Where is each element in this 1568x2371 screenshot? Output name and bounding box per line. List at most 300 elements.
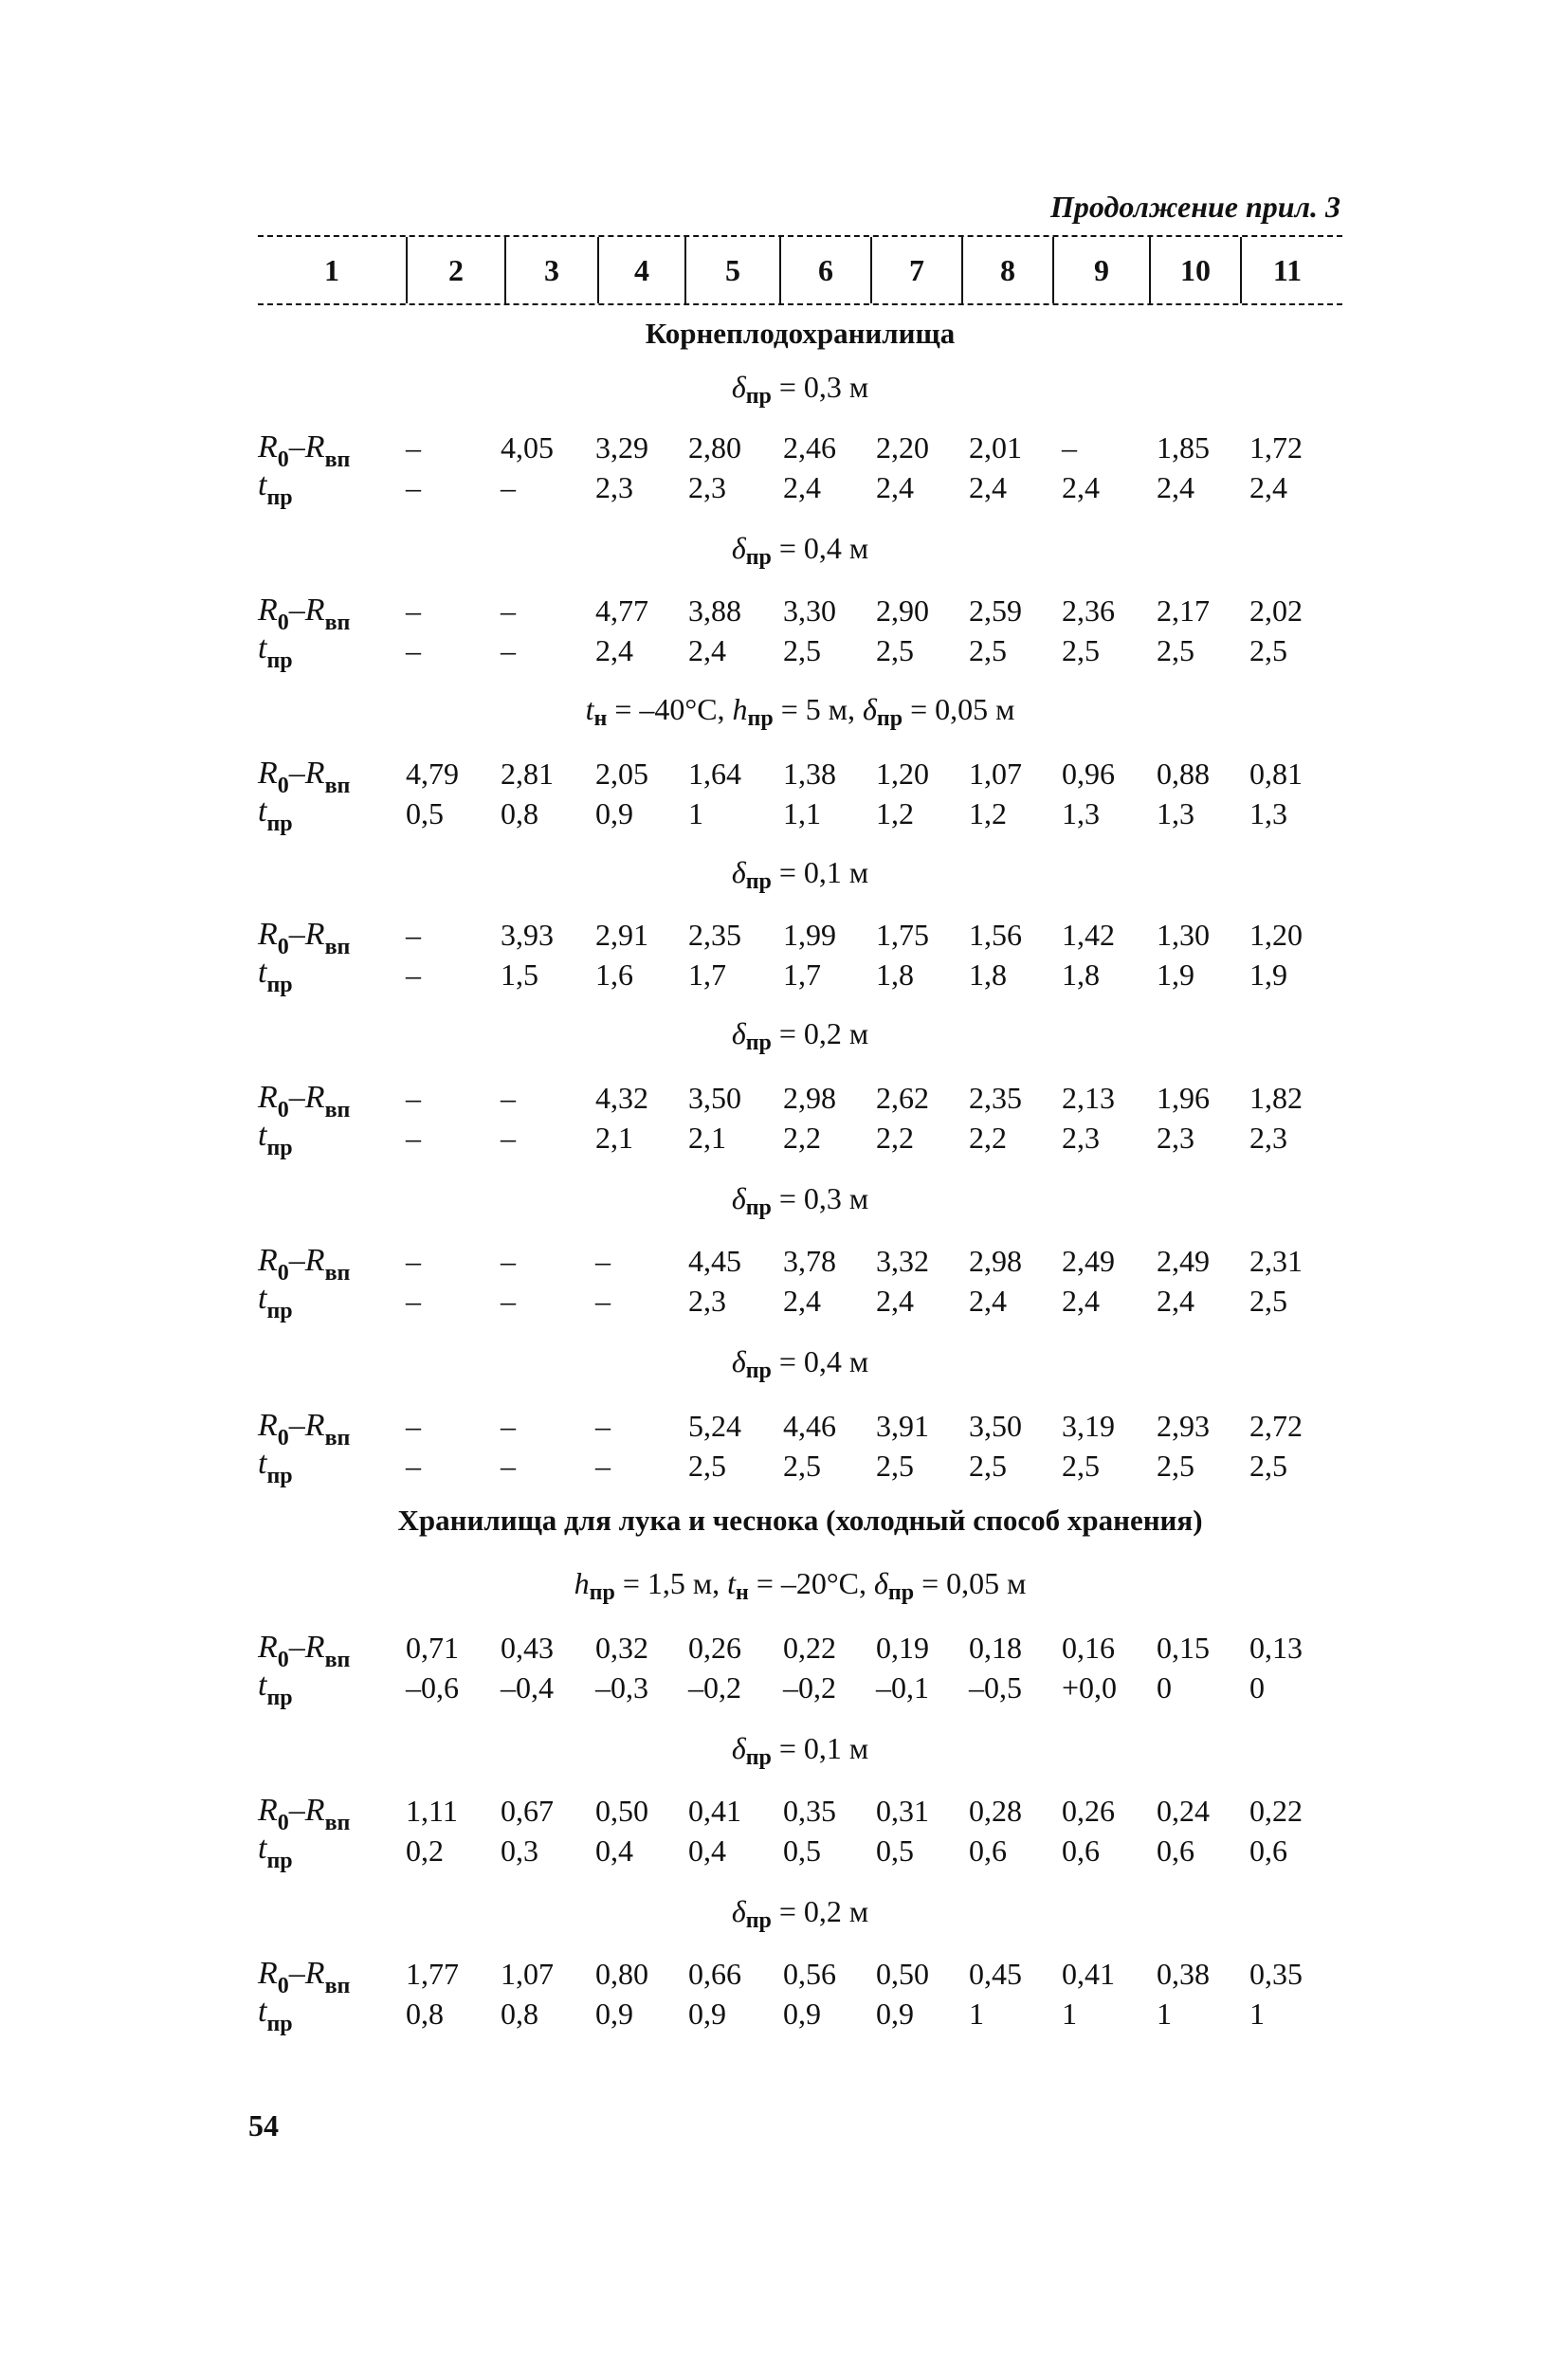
table-cell: – (1062, 430, 1077, 465)
table-cell: 1,20 (876, 757, 929, 791)
table-cell: 3,32 (876, 1244, 929, 1278)
table-cell: 2,4 (969, 1284, 1007, 1318)
table-cell: 2,98 (969, 1244, 1022, 1278)
variable-symbol: t (585, 692, 594, 726)
table-cell: 2,35 (688, 918, 741, 952)
subscript: вп (324, 1648, 351, 1672)
table-cell: 2,4 (783, 1284, 821, 1318)
table-cell: 2,3 (688, 470, 726, 504)
table-cell: 1 (1249, 1997, 1265, 2031)
subscript: пр (266, 1464, 293, 1488)
table-cell: 0,35 (783, 1794, 836, 1828)
row-label-tpr (258, 1445, 293, 1486)
table-header (258, 235, 1342, 305)
table-cell: 2,81 (501, 757, 554, 791)
table-cell: – (501, 633, 516, 667)
dash-symbol: – (288, 756, 305, 791)
table-cell: 2,20 (876, 430, 929, 465)
table-cell: 0,32 (595, 1631, 648, 1665)
table-cell: 1,85 (1157, 430, 1210, 465)
variable-symbol: t (258, 1118, 267, 1153)
subscript: пр (266, 1136, 293, 1160)
subscript: н (593, 706, 608, 731)
variable-symbol: R (304, 1080, 325, 1115)
row-label-tpr (258, 466, 293, 510)
table-cell: –0,3 (595, 1670, 648, 1705)
variable-symbol: R (304, 1793, 325, 1828)
table-cell: –0,1 (876, 1670, 929, 1705)
table-cell: – (406, 1081, 421, 1115)
table-cell: 1,1 (783, 796, 821, 830)
variable-symbol: R (258, 429, 278, 465)
table-cell: 0,88 (1157, 757, 1210, 791)
table-cell: 2,35 (969, 1081, 1022, 1115)
table-cell: 1 (688, 796, 703, 830)
subscript: пр (876, 706, 903, 731)
subscript: 0 (277, 1648, 289, 1672)
table-cell: 1,9 (1249, 958, 1287, 992)
table-cell: 2,4 (876, 1284, 914, 1318)
table-cell: 2,4 (688, 633, 726, 667)
condition-value: = 0,2 м (771, 1894, 869, 1928)
subscript: 0 (277, 1811, 289, 1835)
dash-symbol: – (288, 593, 305, 628)
row-label-r0-rvp (258, 1242, 351, 1286)
table-cell: 2,62 (876, 1081, 929, 1115)
table-cell: 2,3 (1249, 1121, 1287, 1155)
table-cell: 3,29 (595, 430, 648, 465)
table-cell: 2,4 (783, 470, 821, 504)
condition-value: = 0,3 м (771, 370, 869, 404)
table-cell: 3,91 (876, 1409, 929, 1443)
table-cell: 1,07 (969, 757, 1022, 791)
variable-symbol: R (258, 1956, 278, 1991)
row-label-tpr (258, 793, 293, 836)
table-cell: 0 (1157, 1670, 1172, 1705)
table-cell: 2,5 (783, 1449, 821, 1483)
subscript: пр (745, 384, 772, 409)
table-cell: 2,2 (876, 1121, 914, 1155)
table-cell: – (406, 958, 421, 992)
table-cell: 0,43 (501, 1631, 554, 1665)
table-cell: 0,41 (688, 1794, 741, 1828)
table-cell: – (406, 1244, 421, 1278)
variable-symbol: t (258, 793, 267, 829)
table-cell: 2,3 (688, 1284, 726, 1318)
row-label-tpr (258, 1280, 293, 1321)
condition-line (258, 531, 1342, 570)
subscript: н (736, 1580, 749, 1605)
row-label-r0-rvp (258, 1079, 350, 1120)
table-cell: 2,4 (876, 470, 914, 504)
condition-line (258, 1894, 1342, 1933)
subscript: пр (745, 1359, 772, 1383)
row-label-tpr (258, 1117, 293, 1158)
table-cell: 2,1 (688, 1121, 726, 1155)
header-cell-8: 8 (961, 237, 1052, 303)
dash-symbol: – (288, 429, 305, 465)
table-cell: 0,4 (595, 1833, 633, 1868)
variable-symbol: R (304, 1243, 325, 1278)
table-cell: 2,91 (595, 918, 648, 952)
subscript: 0 (277, 1974, 289, 1998)
table-cell: 2,5 (1157, 1449, 1194, 1483)
header-cell-4: 4 (597, 237, 684, 303)
table-cell: 0,50 (876, 1957, 929, 1991)
table-cell: 0,9 (595, 796, 633, 830)
row-label-tpr (258, 629, 293, 673)
dash-symbol: – (288, 1243, 305, 1278)
table-cell: 2,72 (1249, 1409, 1303, 1443)
variable-symbol: t (258, 1994, 267, 2029)
table-cell: 0,13 (1249, 1631, 1303, 1665)
table-cell: 0,80 (595, 1957, 648, 1991)
table-cell: 4,45 (688, 1244, 741, 1278)
table-cell: 0,9 (595, 1997, 633, 2031)
table-cell: 2,05 (595, 757, 648, 791)
table-cell: 0,56 (783, 1957, 836, 1991)
table-cell: 1,42 (1062, 918, 1115, 952)
table-cell: 0,8 (406, 1997, 444, 2031)
table-cell: 2,36 (1062, 593, 1115, 628)
row-label-r0-rvp (258, 755, 351, 798)
table-cell: 1,7 (783, 958, 821, 992)
table-cell: – (595, 1244, 611, 1278)
variable-symbol: t (727, 1566, 736, 1600)
table-cell: 3,78 (783, 1244, 836, 1278)
variable-symbol: R (304, 917, 325, 952)
dash-symbol: – (288, 1793, 305, 1828)
dash-symbol: – (288, 917, 305, 952)
variable-symbol: R (304, 593, 325, 628)
variable-symbol: R (258, 1080, 278, 1115)
table-cell: 0,96 (1062, 757, 1115, 791)
table-cell: 1,8 (1062, 958, 1100, 992)
table-cell: 0,26 (688, 1631, 741, 1665)
table-cell: 2,5 (1157, 633, 1194, 667)
table-cell: 1,2 (969, 796, 1007, 830)
variable-symbol: R (258, 1630, 278, 1665)
table-cell: – (406, 470, 421, 504)
table-cell: – (501, 1284, 516, 1318)
table-cell: – (595, 1409, 611, 1443)
table-cell: – (501, 1409, 516, 1443)
table-cell: 1,8 (969, 958, 1007, 992)
row-label-r0-rvp (258, 1629, 351, 1672)
condition-value: = 0,1 м (771, 855, 869, 889)
table-cell: 4,79 (406, 757, 459, 791)
condition-line (258, 1344, 1342, 1383)
header-cell-6: 6 (779, 237, 870, 303)
subscript: пр (266, 1299, 293, 1323)
table-cell: 0,26 (1062, 1794, 1115, 1828)
subscript: 0 (277, 1261, 289, 1286)
table-cell: 2,49 (1062, 1244, 1115, 1278)
variable-symbol: R (304, 1408, 325, 1443)
condition-line (258, 692, 1342, 731)
header-cell-2: 2 (406, 237, 504, 303)
table-cell: 1 (1062, 1997, 1077, 2031)
table-cell: – (501, 1121, 516, 1155)
condition-line (258, 1016, 1342, 1055)
table-cell: 0,6 (969, 1833, 1007, 1868)
table-cell: 2,4 (595, 633, 633, 667)
table-cell: 0,18 (969, 1631, 1022, 1665)
subscript: пр (745, 869, 772, 894)
condition-line (258, 1731, 1342, 1770)
table-cell: 2,01 (969, 430, 1022, 465)
table-cell: 3,19 (1062, 1409, 1115, 1443)
table-cell: 2,5 (1062, 1449, 1100, 1483)
subscript: вп (324, 935, 351, 959)
subscript: пр (266, 648, 293, 673)
table-cell: 2,31 (1249, 1244, 1303, 1278)
row-label-r0-rvp (258, 1792, 350, 1833)
table-cell: 1,5 (501, 958, 538, 992)
table-cell: 1 (1157, 1997, 1172, 2031)
table-cell: 0,38 (1157, 1957, 1210, 1991)
table-cell: 4,32 (595, 1081, 648, 1115)
table-cell: 3,30 (783, 593, 836, 628)
table-cell: – (595, 1284, 611, 1318)
table-cell: – (406, 1284, 421, 1318)
table-cell: +0,0 (1062, 1670, 1118, 1705)
table-cell: – (595, 1449, 611, 1483)
table-cell: 0,15 (1157, 1631, 1210, 1665)
table-cell: 2,90 (876, 593, 929, 628)
variable-symbol: δ (731, 1344, 746, 1378)
table-cell: 1,3 (1062, 796, 1100, 830)
table-cell: 1,77 (406, 1957, 459, 1991)
dash-symbol: – (288, 1408, 305, 1443)
variable-symbol: t (258, 467, 267, 502)
table-cell: 0,16 (1062, 1631, 1115, 1665)
subscript: пр (589, 1580, 615, 1605)
table-cell: 3,50 (688, 1081, 741, 1115)
table-cell: 0,9 (783, 1997, 821, 2031)
table-cell: 1,8 (876, 958, 914, 992)
table-cell: 0,66 (688, 1957, 741, 1991)
table-cell: 0,5 (783, 1833, 821, 1868)
row-label-r0-rvp (258, 1407, 350, 1448)
subscript: 0 (277, 611, 289, 635)
variable-symbol: δ (731, 1731, 746, 1765)
table-cell: 1,2 (876, 796, 914, 830)
condition-value: = 0,05 м (914, 1566, 1027, 1600)
variable-symbol: R (258, 1793, 278, 1828)
table-cell: 2,5 (969, 1449, 1007, 1483)
table-cell: –0,4 (501, 1670, 554, 1705)
header-cell-7: 7 (870, 237, 961, 303)
table-cell: 0,6 (1157, 1833, 1194, 1868)
subscript: вп (324, 1426, 351, 1450)
table-cell: 1,30 (1157, 918, 1210, 952)
variable-symbol: t (258, 1831, 267, 1866)
table-cell: –0,2 (688, 1670, 741, 1705)
table-cell: 4,46 (783, 1409, 836, 1443)
subscript: вп (324, 1098, 351, 1122)
table-cell: 2,4 (1157, 470, 1194, 504)
header-cell-1: 1 (324, 252, 339, 287)
subscript: пр (745, 1195, 772, 1220)
variable-symbol: R (258, 593, 278, 628)
variable-symbol: δ (731, 1181, 746, 1215)
table-cell: 0,5 (876, 1833, 914, 1868)
table-cell: 3,93 (501, 918, 554, 952)
table-cell: 2,17 (1157, 593, 1210, 628)
table-cell: 2,98 (783, 1081, 836, 1115)
variable-symbol: δ (731, 531, 746, 565)
row-label-r0-rvp (258, 592, 351, 635)
condition-value: = 5 м, (773, 692, 864, 726)
header-cell-5: 5 (684, 237, 779, 303)
table-cell: 2,5 (1249, 1449, 1287, 1483)
dash-symbol: – (288, 1630, 305, 1665)
variable-symbol: R (258, 917, 278, 952)
table-cell: 2,3 (1157, 1121, 1194, 1155)
table-cell: 1,99 (783, 918, 836, 952)
table-cell: 2,02 (1249, 593, 1303, 628)
table-cell: 1,3 (1249, 796, 1287, 830)
continuation-label: Продолжение прил. 3 (1050, 190, 1340, 224)
page-number: 54 (248, 2108, 279, 2143)
subscript: вп (324, 447, 351, 472)
variable-symbol: R (304, 756, 325, 791)
table-cell: –0,6 (406, 1670, 459, 1705)
subscript: пр (266, 1686, 293, 1710)
table-cell: 2,49 (1157, 1244, 1210, 1278)
variable-symbol: δ (863, 692, 877, 726)
table-cell: 2,5 (1249, 633, 1287, 667)
condition-value: = 0,05 м (903, 692, 1015, 726)
table-cell: – (501, 593, 516, 628)
table-cell: 0,35 (1249, 1957, 1303, 1991)
variable-symbol: R (258, 1243, 278, 1278)
table-cell: 0,6 (1249, 1833, 1287, 1868)
table-cell: 1,56 (969, 918, 1022, 952)
table-cell: 1,64 (688, 757, 741, 791)
condition-line (258, 855, 1342, 894)
subscript: 0 (277, 935, 289, 959)
subscript: пр (745, 1030, 772, 1055)
table-cell: 1,72 (1249, 430, 1303, 465)
condition-value: = 0,3 м (771, 1181, 869, 1215)
header-cell-9: 9 (1052, 237, 1149, 303)
row-label-tpr (258, 954, 293, 997)
table-cell: 2,4 (1062, 1284, 1100, 1318)
table-cell: 0,2 (406, 1833, 444, 1868)
variable-symbol: h (574, 1566, 590, 1600)
variable-symbol: h (732, 692, 748, 726)
section-title: Хранилища для лука и чеснока (холодный способ хранения) (397, 1504, 1203, 1537)
table-cell: – (406, 918, 421, 952)
subscript: пр (266, 1849, 293, 1873)
subscript: 0 (277, 447, 289, 472)
table-cell: – (406, 633, 421, 667)
table-cell: 3,88 (688, 593, 741, 628)
subscript: пр (747, 706, 774, 731)
table-cell: – (501, 1081, 516, 1115)
table-cell: 0,8 (501, 796, 538, 830)
condition-value: = 0,1 м (771, 1731, 869, 1765)
variable-symbol: t (258, 955, 267, 990)
header-cell-3: 3 (504, 237, 597, 303)
table-cell: 0,45 (969, 1957, 1022, 1991)
table-cell: –0,5 (969, 1670, 1022, 1705)
table-cell: 0,50 (595, 1794, 648, 1828)
table-cell: 0,6 (1062, 1833, 1100, 1868)
table-cell: 1,07 (501, 1957, 554, 1991)
variable-symbol: δ (731, 1016, 746, 1050)
table-cell: 0 (1249, 1670, 1265, 1705)
table-cell: – (501, 470, 516, 504)
table-cell: – (501, 1449, 516, 1483)
subscript: пр (266, 485, 293, 510)
section-title: Корнеплодохранилища (645, 317, 956, 350)
variable-symbol: δ (731, 370, 746, 404)
condition-line (258, 1566, 1342, 1605)
table-cell: – (406, 593, 421, 628)
table-cell: 0,71 (406, 1631, 459, 1665)
subscript: пр (745, 1908, 772, 1933)
table-cell: 1,3 (1157, 796, 1194, 830)
variable-symbol: t (258, 1668, 267, 1703)
table-cell: 2,5 (1249, 1284, 1287, 1318)
condition-line (258, 1181, 1342, 1220)
table-cell: 2,2 (783, 1121, 821, 1155)
table-cell: 0,67 (501, 1794, 554, 1828)
variable-symbol: t (258, 630, 267, 666)
header-cell-11: 11 (1240, 237, 1333, 303)
row-label-tpr (258, 1993, 293, 2034)
subscript: пр (266, 973, 293, 997)
variable-symbol: δ (874, 1566, 888, 1600)
table-cell: 0,81 (1249, 757, 1303, 791)
variable-symbol: R (304, 1630, 325, 1665)
table-cell: 3,50 (969, 1409, 1022, 1443)
table-cell: – (406, 430, 421, 465)
variable-symbol: R (258, 1408, 278, 1443)
table-cell: 0,28 (969, 1794, 1022, 1828)
table-cell: 2,46 (783, 430, 836, 465)
table-cell: 1,38 (783, 757, 836, 791)
table-cell: 2,5 (1062, 633, 1100, 667)
table-cell: 2,93 (1157, 1409, 1210, 1443)
table-cell: 0,5 (406, 796, 444, 830)
variable-symbol: R (304, 1956, 325, 1991)
variable-symbol: R (304, 429, 325, 465)
table-cell: – (406, 1449, 421, 1483)
table-cell: 1,20 (1249, 918, 1303, 952)
table-cell: 1,11 (406, 1794, 458, 1828)
variable-symbol: δ (731, 855, 746, 889)
condition-value: = 0,2 м (771, 1016, 869, 1050)
condition-value: = 0,4 м (771, 531, 869, 565)
table-cell: 2,5 (876, 633, 914, 667)
subscript: 0 (277, 1426, 289, 1450)
table-cell: 5,24 (688, 1409, 741, 1443)
subscript: вп (324, 774, 351, 798)
variable-symbol: t (258, 1281, 267, 1316)
table-cell: 2,59 (969, 593, 1022, 628)
variable-symbol: δ (731, 1894, 746, 1928)
table-cell: 2,5 (969, 633, 1007, 667)
table-cell: – (406, 1121, 421, 1155)
table-cell: 2,13 (1062, 1081, 1115, 1115)
table-cell: 2,4 (1062, 470, 1100, 504)
table-cell: 4,77 (595, 593, 648, 628)
table-cell: 0,8 (501, 1997, 538, 2031)
